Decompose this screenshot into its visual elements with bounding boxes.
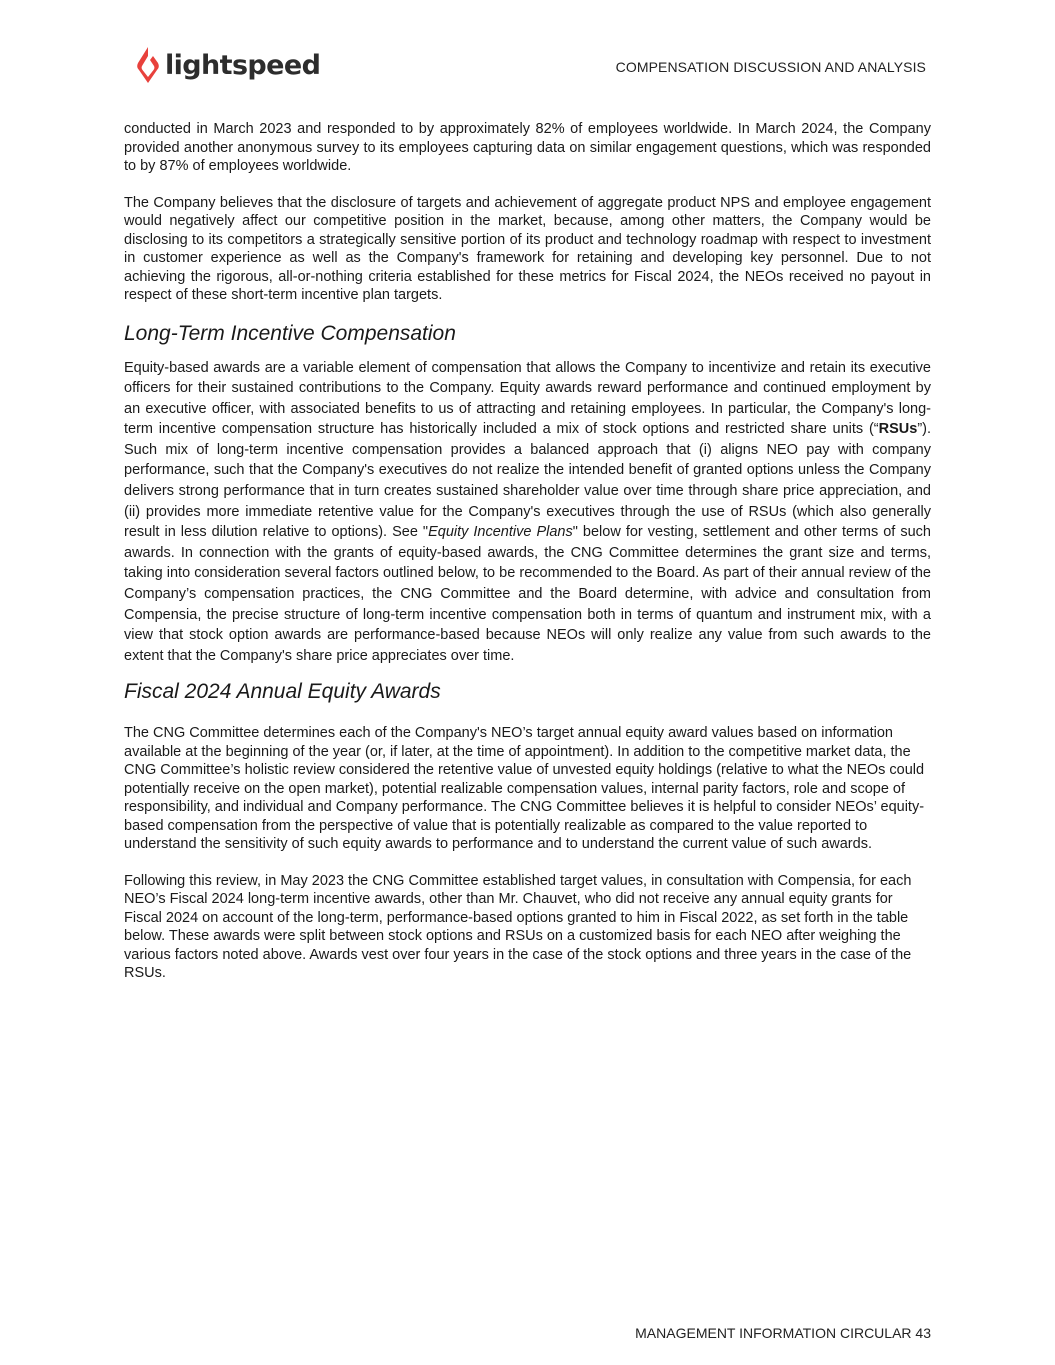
heading-fiscal-2024-awards: Fiscal 2024 Annual Equity Awards <box>124 680 441 704</box>
paragraph-target-values: The CNG Committee determines each of the Company's NEO’s target annual equity award values based on information available at the beginning of the year (or, if later, at the time of appointment). In addition to the competitive market data, the CNG Committee’s holistic review considered the retentive value of unvested equity holdings (relative to what the NEOs could potentially receive on the open market), potential realizable compensation values, internal parity factors, role and scope of responsibility, and individual and Company performance. The CNG Committee believes it is helpful to consider NEOs’ equity-based compensation from the perspective of value that is potentially realizable as compared to the value reported to understand the sensitivity of such equity awards to performance and to understand the current value of such awards. <box>124 725 925 853</box>
paragraph-equity-awards <box>124 358 931 667</box>
section-header: COMPENSATION DISCUSSION AND ANALYSIS <box>615 59 926 75</box>
equity-text-part-2: ”). Such mix of long-term incentive compensation provides a balanced approach that (i) aligns NEO pay with company performance, such that the Company's executives do not realize the intended benefit of granted options unless the Company delivers strong performance that in turn creates sustained shareholder value over time through share price appreciation, and (ii) provides more immediate retentive value for the Company's executives through the use of RSUs (which also generally result in less dilution relative to options). See " <box>124 421 931 541</box>
equity-text-part-1: Equity-based awards are a variable element of compensation that allows the Company to incentivize and retain its executive officers for their sustained contributions to the Company. Equity awards reward performance and continued employment by an executive officer, with associated benefits to us of attracting and retaining employees. In particular, the Company's long-term incentive compensation structure has historically included a mix of stock options and restricted share units (“ <box>124 359 931 438</box>
paragraph-following-review: Following this review, in May 2023 the CNG Committee established target values, in consultation with Compensia, for each NEO’s Fiscal 2024 long-term incentive awards, other than Mr. Chauvet, who did not receive any annual equity grants for Fiscal 2024 on account of the long-term, performance-based options granted to him in Fiscal 2022, as set forth in the table below. These awards were split between stock options and RSUs on a customized basis for each NEO after weighing the various factors noted above. Awards vest over four years in the case of the stock options and three years in the case of the RSUs. <box>124 872 912 982</box>
heading-long-term-incentive: Long-Term Incentive Compensation <box>124 321 456 345</box>
rsus-term: RSUs <box>878 421 918 438</box>
document-body <box>124 120 931 983</box>
paragraph-engagement-survey: conducted in March 2023 and responded to by approximately 82% of employees worldwide. In March 2024, the Company provided another anonymous survey to its employees capturing data on similar engagement questions, which was responded to by 87% of employees worldwide. <box>124 121 931 174</box>
paragraph-disclosure: The Company believes that the disclosure of targets and achievement of aggregate product NPS and employee engagement would negatively affect our competitive position in the market, because, among other matters, the Company would be disclosing to its competitors a strategically sensitive portion of its product and technology roadmap with respect to investment in customer experience as well as the Company's framework for retaining and developing key personnel. Due to not achieving the rigorous, all-or-nothing criteria established for these metrics for Fiscal 2024, the NEOs received no payout in respect of these short-term incentive plan targets. <box>124 194 931 303</box>
flame-logo-icon <box>135 46 161 84</box>
company-logo <box>135 46 320 84</box>
equity-incentive-plans-reference: Equity Incentive Plans <box>428 524 573 541</box>
equity-text-part-3: " below for vesting, settlement and other terms of such awards. In connection with the grants of equity-based awards, the CNG Committee determines the grant size and terms, taking into consideration several factors outlined below, to be recommended to the Board. As part of their annual review of the Company’s compensation practices, the CNG Committee and the Board determine, with advice and consultation from Compensia, the precise structure of long-term incentive compensation both in terms of quantum and instrument mix, with a view that stock option awards are performance-based because NEOs will only realize any value from such awards to the extent that the Company's share price appreciates over time. <box>124 524 931 664</box>
page-footer: MANAGEMENT INFORMATION CIRCULAR 43 <box>635 1325 931 1341</box>
logo-wordmark: lightspeed <box>165 49 321 81</box>
